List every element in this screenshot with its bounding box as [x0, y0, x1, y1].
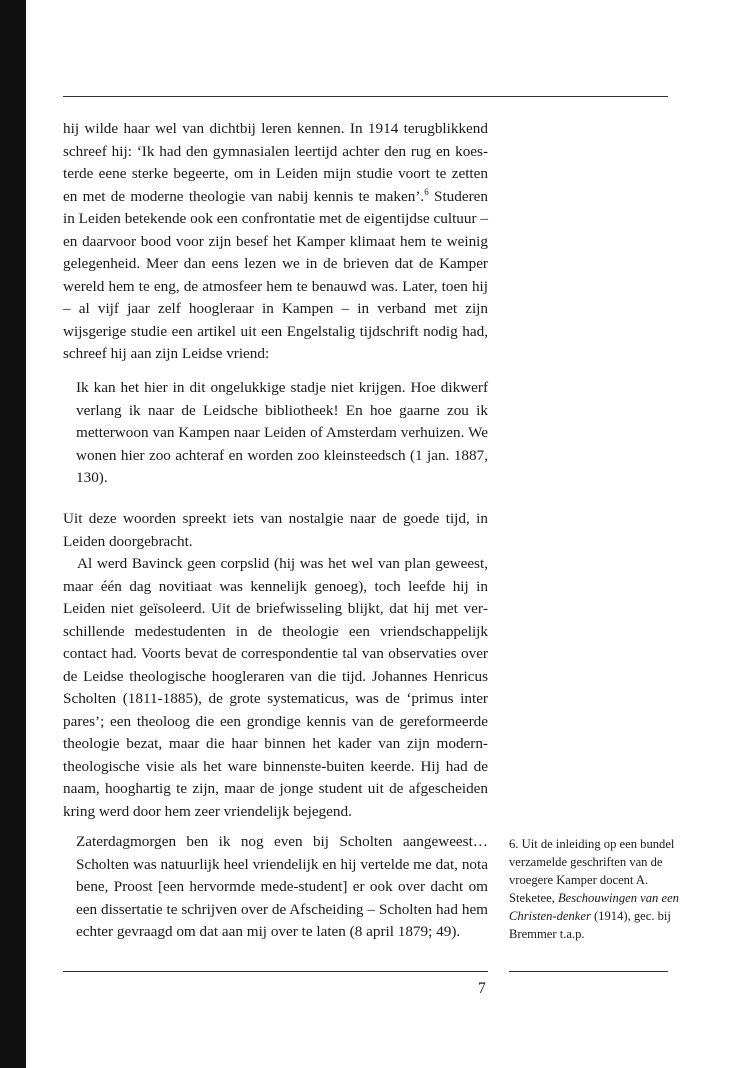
footnote-6	[509, 835, 679, 943]
footnote-text-b: (1914), gec. bij Bremmer t.a.p.	[509, 909, 671, 941]
body-paragraph-1-text-a: hij wilde haar wel van dichtbij leren kennen. In 1914 terugblikkend schreef hij: ‘Ik had den gymnasialen leertijd achter den rug en koesterde eene sterke begeerte, om in Leiden mijn studie voort te zetten en met de moderne theologie van nabij kennis te maken’.	[63, 120, 488, 205]
bottom-rule-main	[63, 971, 488, 972]
footnote-title-italic: Beschouwingen van een Christen-denker	[509, 891, 679, 923]
top-rule	[63, 96, 668, 97]
scan-binding-edge	[0, 0, 26, 1068]
bottom-rule-margin	[509, 971, 668, 972]
footnote-reference: 6	[424, 186, 429, 197]
body-paragraph-2: Uit deze woorden spreekt iets van nostalgie naar de goede tijd, in Leiden doorgebracht.	[63, 510, 488, 550]
block-quote-2: Zaterdagmorgen ben ik nog even bij Scholten aangeweest… Scholten was natuurlijk heel vriendelijk en hij vertelde me dat, nota bene, Proost [een hervormde mede-student] er ook over dacht om een dissertatie te schrijven over de Afscheiding – Scholten had hem echter gevraagd om dat aan mij over te laten (8 april 1879; 49).	[76, 833, 488, 940]
body-paragraph-1	[63, 118, 488, 366]
footnote-text-a: 6. Uit de inleiding op een bundel verzamelde geschriften van de vroegere Kamper docent A. Steketee,	[509, 837, 675, 905]
body-paragraph-3: Al werd Bavinck geen corpslid (hij was het wel van plan geweest, maar één dag novitiaat was kennelijk genoeg), toch leefde hij in Leiden niet geïsoleerd. Uit de briefwisseling blijkt, dat hij met verschillende medestudenten in de theologie een vriendschappelijk contact had. Voorts bevat de correspondentie tal van observaties over de Leidse theologische hoogleraren van die tijd. Johannes Henricus Scholten (1811-1885), de grote systematicus, was de ‘primus inter pares’; een theoloog die een grondige kennis van de gereformeerde theologie bezat, maar die haar binnen het kader van zijn modern-theologische visie als het ware binnenste-buiten keerde. Hij had de naam, hooghartig te zijn, maar de jonge student uit de afgescheiden kring werd door hem zeer vriendelijk bejegend.	[63, 555, 488, 820]
body-paragraph-1-text-b: Studeren in Leiden betekende ook een confrontatie met de eigentijdse cultuur – en daarvoor bood voor zijn besef het Kamper klimaat hem te weinig gelegenheid. Meer dan eens lezen we in de brieven dat de Kamper wereld hem te eng, de atmosfeer hem te benauwd was. Later, toen hij – al vijf jaar zelf hoogleraar in Kampen – in verband met zijn wijsgerige studie een artikel uit een Engelstalig tijdschrift nodig had, schreef hij aan zijn Leidse vriend:	[63, 187, 488, 362]
block-quote-1: Ik kan het hier in dit ongelukkige stadje niet krijgen. Hoe dikwerf verlang ik naar de Leidsche bibliotheek! En hoe gaarne zou ik metterwoon van Kampen naar Leiden of Amsterdam verhuizen. We wonen hier zoo achteraf en worden zoo kleinsteedsch (1 jan. 1887, 130).	[76, 379, 488, 486]
page-number: 7	[478, 980, 486, 997]
